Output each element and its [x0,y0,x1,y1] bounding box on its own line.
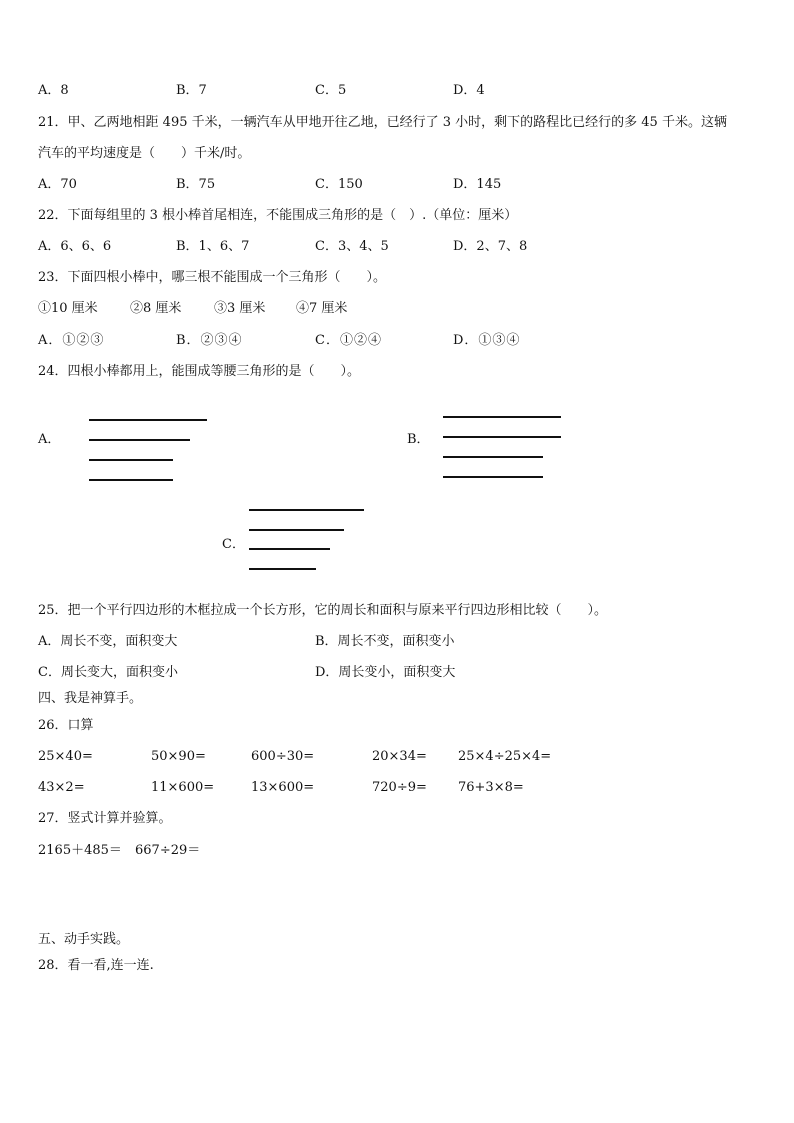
q24-stick-b-4 [443,476,543,478]
q26-item: 600÷30= [251,749,315,764]
q20-option-d: D．4 [453,83,485,98]
section-5-heading: 五、动手实践。 [38,932,130,947]
q25-option-c: C．周长变大，面积变小 [38,665,178,680]
q24-label-a: A． [38,432,61,447]
q23-stick-1: ①10 厘米 [38,301,98,316]
q21-option-b: B．75 [176,177,216,192]
q24-stick-c-3 [249,548,330,550]
q24-stick-a-1 [89,419,207,421]
q20-option-b: B．7 [176,83,207,98]
q23-option-b: B．②③④ [176,333,243,348]
q25-option-d: D．周长变小，面积变大 [315,665,456,680]
q23-stick-3: ③3 厘米 [214,301,266,316]
q27-stem: 27．竖式计算并验算。 [38,811,172,826]
q23-option-c: C．①②④ [315,333,382,348]
q26-item: 13×600= [251,780,315,795]
q25-stem: 25．把一个平行四边形的木框拉成一个长方形，它的周长和面积与原来平行四边形相比较（ ）。 [38,603,608,618]
q23-stem: 23．下面四根小棒中，哪三根不能围成一个三角形（ ）。 [38,270,387,285]
q23-stick-2: ②8 厘米 [130,301,182,316]
q26-item: 43×2= [38,780,85,795]
q22-option-b: B．1、6、7 [176,239,250,254]
q21-stem-line1: 21．甲、乙两地相距 495 千米，一辆汽车从甲地开往乙地，已经行了 3 小时，剩下的路程比已经行的多 45 千米。这辆 [38,115,727,130]
q23-option-d: D．①③④ [453,333,521,348]
q21-option-a: A．70 [38,177,77,192]
q24-stick-b-2 [443,436,561,438]
q26-stem: 26．口算 [38,718,94,733]
q24-stick-b-1 [443,416,561,418]
q24-stick-a-2 [89,439,190,441]
q25-option-a: A．周长不变，面积变大 [38,634,178,649]
q24-label-c: C． [222,537,245,552]
q20-option-c: C．5 [315,83,347,98]
q22-stem: 22．下面每组里的 3 根小棒首尾相连，不能围成三角形的是（ ）.（单位：厘米） [38,208,518,223]
q26-item: 25×4÷25×4= [458,749,552,764]
q27-item: 667÷29＝ [135,843,201,858]
q24-stem: 24．四根小棒都用上，能围成等腰三角形的是（ ）。 [38,364,361,379]
q24-stick-c-4 [249,568,316,570]
q26-item: 25×40= [38,749,93,764]
q28-stem: 28．看一看,连一连. [38,958,154,973]
q25-option-b: B．周长不变，面积变小 [315,634,455,649]
q26-item: 20×34= [372,749,427,764]
q21-option-c: C．150 [315,177,363,192]
q22-option-c: C．3、4、5 [315,239,389,254]
q24-stick-a-3 [89,459,173,461]
q26-item: 11×600= [151,780,215,795]
q27-item: 2165＋485＝ [38,843,122,858]
q26-item: 76+3×8= [458,780,524,795]
q22-option-d: D．2、7、8 [453,239,528,254]
q21-option-d: D．145 [453,177,502,192]
q24-stick-c-1 [249,509,364,511]
q20-option-a: A．8 [38,83,69,98]
q24-stick-c-2 [249,529,344,531]
q24-label-b: B． [407,432,430,447]
q24-stick-a-4 [89,479,173,481]
q22-option-a: A．6、6、6 [38,239,112,254]
q26-item: 720÷9= [372,780,427,795]
q23-stick-4: ④7 厘米 [296,301,348,316]
q23-option-a: A．①②③ [38,333,105,348]
q26-item: 50×90= [151,749,206,764]
q21-stem-line2: 汽车的平均速度是（ ）千米/时。 [38,146,251,161]
q24-stick-b-3 [443,456,543,458]
section-4-heading: 四、我是神算手。 [38,691,143,706]
